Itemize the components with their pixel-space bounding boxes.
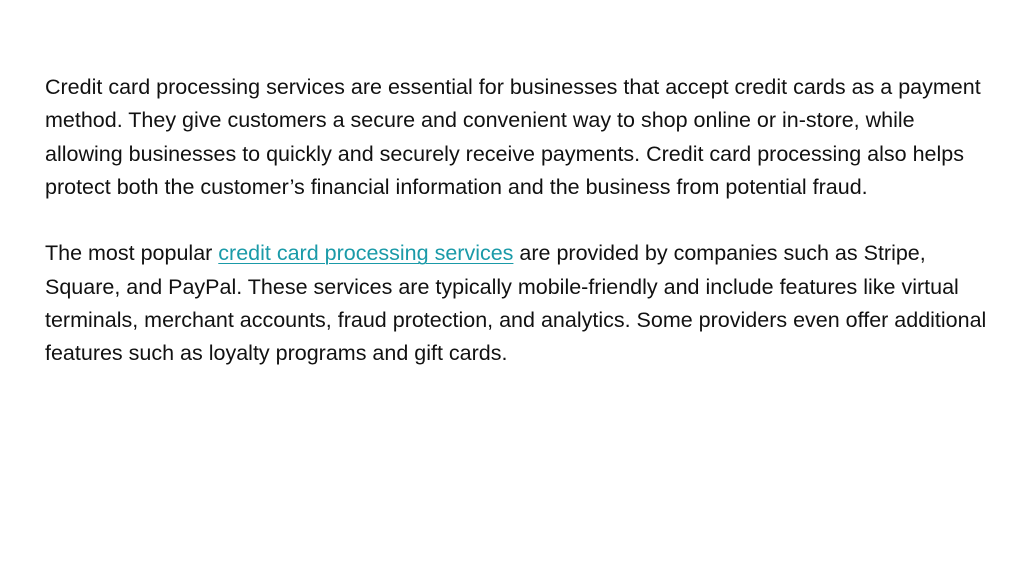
credit-card-processing-services-link[interactable]: credit card processing services: [218, 241, 514, 266]
paragraph-text-after-link: are provided by companies such as Stripe, Square, and PayPal. These services are typically mobile-friendly and include features like virtual terminals, merchant accounts, fraud protection, and analytics. Some providers even offer additional features such as loyalty programs and gift cards.: [45, 241, 987, 366]
paragraph-text: Credit card processing services are essential for businesses that accept credit cards as a payment method. They give customers a secure and convenient way to shop online or in-store, while allowing businesses to quickly and securely receive payments. Credit card processing also helps protect both the customer’s financial information and the business from potential fraud.: [45, 75, 981, 199]
paragraph-text-before-link: The most popular: [45, 241, 219, 266]
paragraph-credit-card-overview: [45, 71, 990, 204]
text-content: [45, 71, 990, 371]
paragraph-popular-providers: [45, 237, 990, 370]
